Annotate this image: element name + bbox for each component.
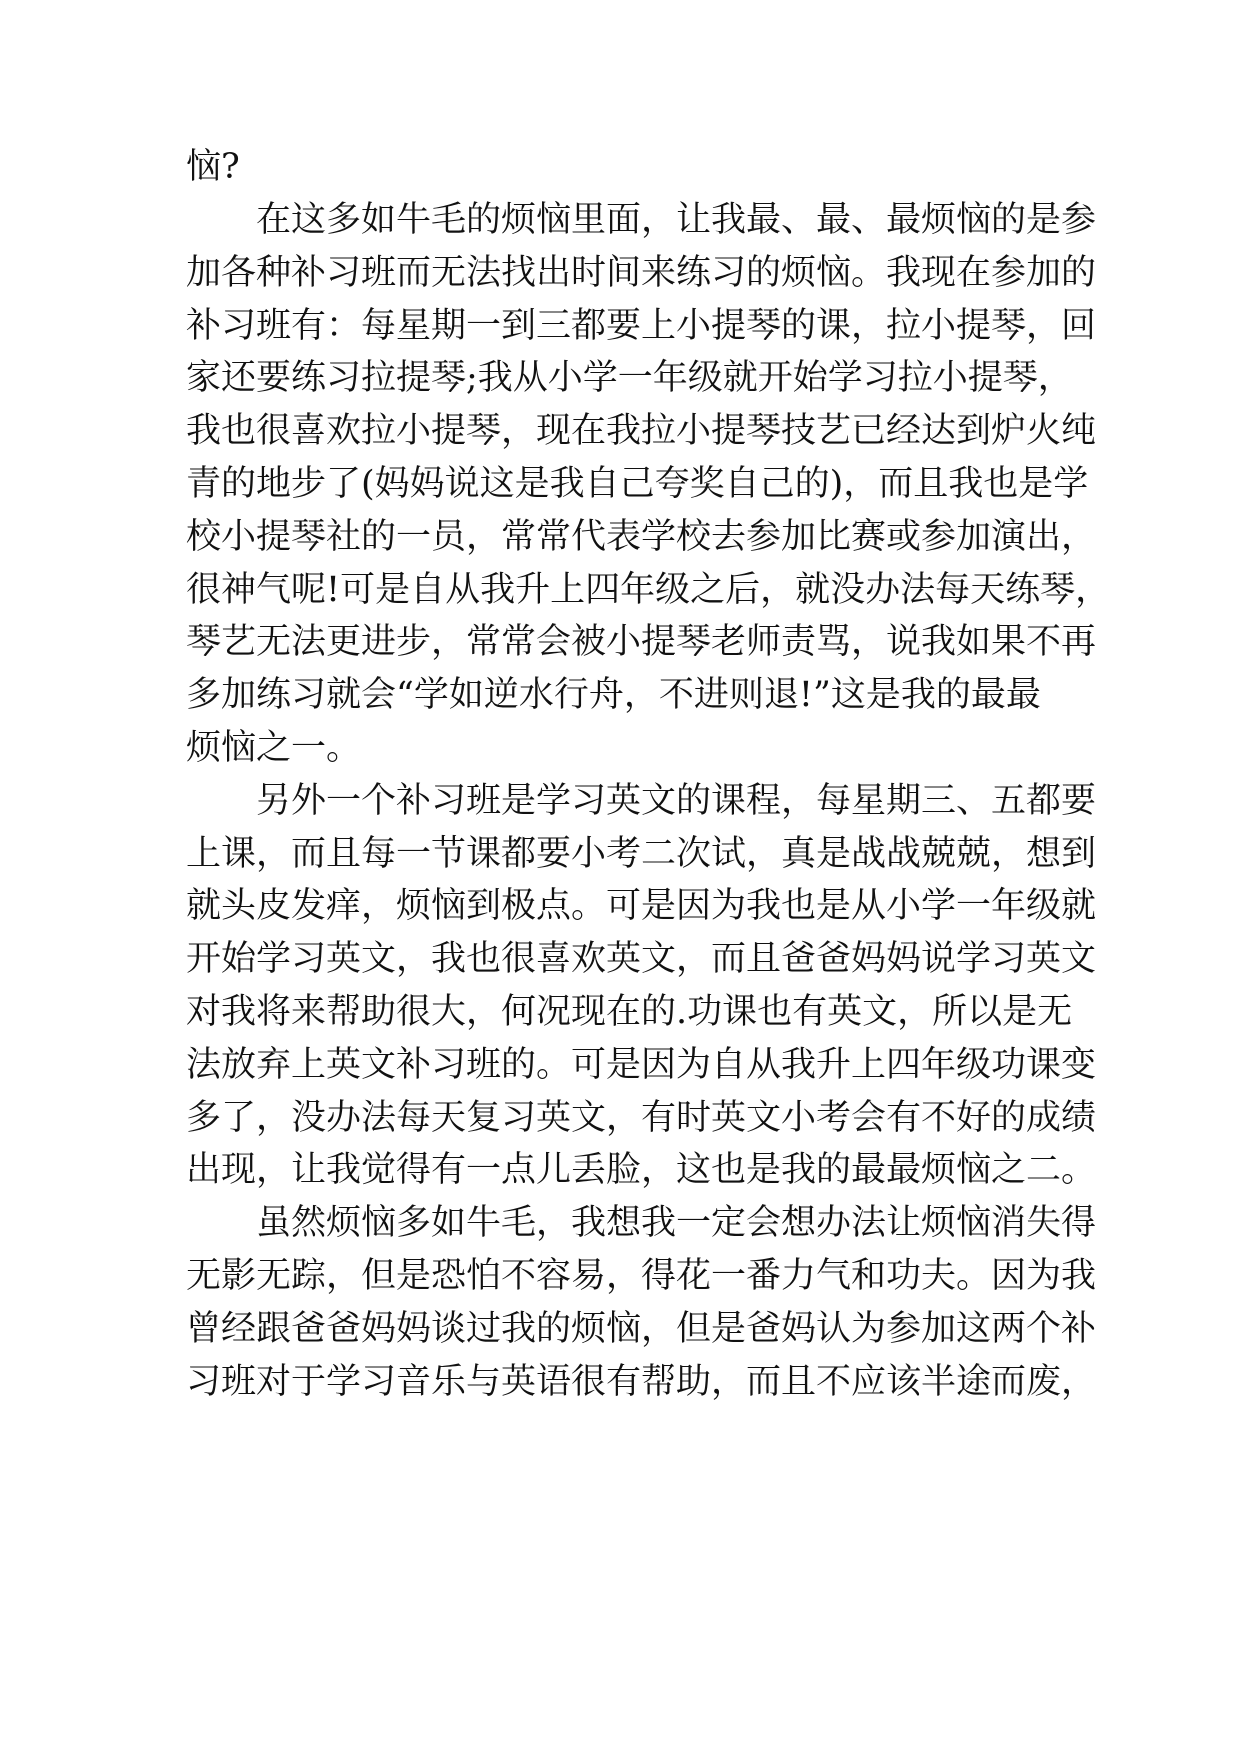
- text-line: 习班对于学习音乐与英语很有帮助，而且不应该半途而废，: [186, 1362, 1097, 1402]
- text-line: 我也很喜欢拉小提琴，现在我拉小提琴技艺已经达到炉火纯: [186, 411, 1097, 451]
- text-line: 曾经跟爸爸妈妈谈过我的烦恼，但是爸妈认为参加这两个补: [186, 1309, 1097, 1349]
- text-line: 校小提琴社的一员，常常代表学校去参加比赛或参加演出，: [186, 517, 1097, 557]
- text-line: 法放弃上英文补习班的。可是因为自从我升上四年级功课变: [186, 1045, 1097, 1085]
- text-line: 无影无踪，但是恐怕不容易，得花一番力气和功夫。因为我: [186, 1256, 1097, 1296]
- text-line: 对我将来帮助很大，何况现在的.功课也有英文，所以是无: [186, 992, 1073, 1032]
- text-line: 就头皮发痒，烦恼到极点。可是因为我也是从小学一年级就: [186, 886, 1097, 926]
- text-line: 多了，没办法每天复习英文，有时英文小考会有不好的成绩: [186, 1098, 1097, 1138]
- text-line: 恼?: [186, 147, 240, 187]
- text-line: 很神气呢!可是自从我升上四年级之后，就没办法每天练琴，: [186, 570, 1111, 610]
- text-line: 青的地步了(妈妈说这是我自己夸奖自己的)，而且我也是学: [186, 464, 1089, 504]
- paragraph-first-line: 在这多如牛毛的烦恼里面，让我最、最、最烦恼的是参: [256, 200, 1097, 240]
- paragraph-first-line: 另外一个补习班是学习英文的课程，每星期三、五都要: [256, 781, 1097, 821]
- text-line: 琴艺无法更进步，常常会被小提琴老师责骂，说我如果不再: [186, 622, 1097, 662]
- text-line: 多加练习就会“学如逆水行舟，不进则退!”这是我的最最: [186, 675, 1041, 715]
- paragraph-first-line: 虽然烦恼多如牛毛，我想我一定会想办法让烦恼消失得: [256, 1203, 1097, 1243]
- text-line: 补习班有：每星期一到三都要上小提琴的课，拉小提琴，回: [186, 306, 1097, 346]
- text-line: 家还要练习拉提琴;我从小学一年级就开始学习拉小提琴，: [186, 358, 1073, 398]
- text-line: 出现，让我觉得有一点儿丢脸，这也是我的最最烦恼之二。: [186, 1150, 1097, 1190]
- text-line: 上课，而且每一节课都要小考二次试，真是战战兢兢，想到: [186, 834, 1097, 874]
- text-line: 烦恼之一。: [186, 728, 362, 768]
- text-line: 加各种补习班而无法找出时间来练习的烦恼。我现在参加的: [186, 253, 1097, 293]
- text-line: 开始学习英文，我也很喜欢英文，而且爸爸妈妈说学习英文: [186, 939, 1097, 979]
